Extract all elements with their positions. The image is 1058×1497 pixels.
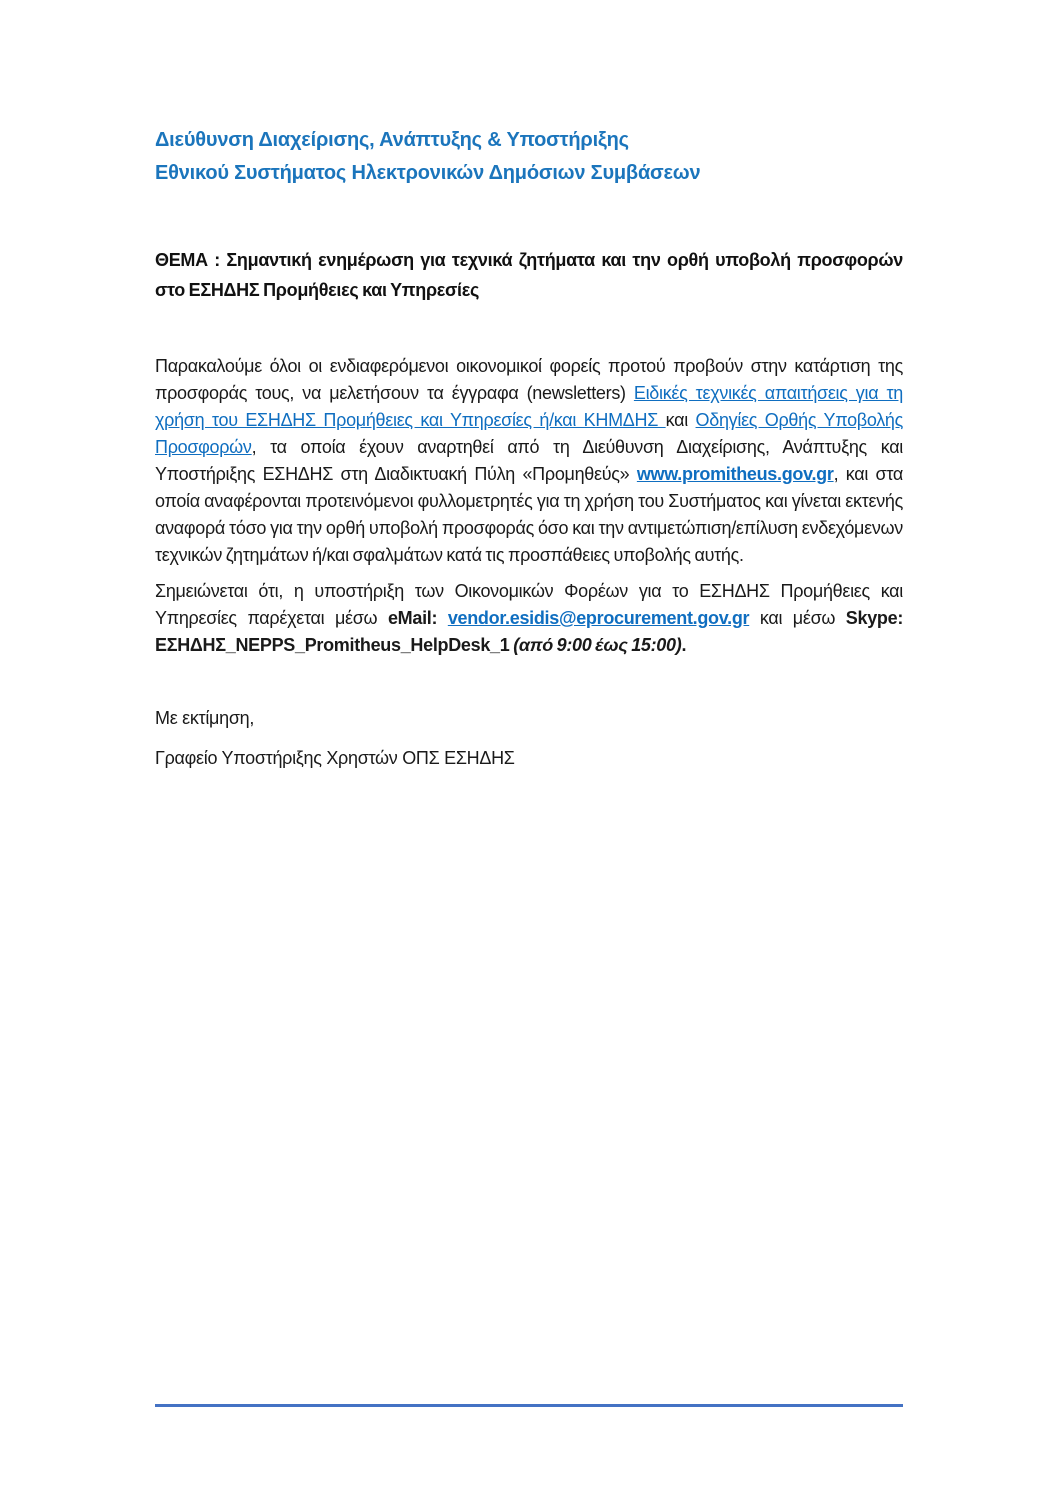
letterhead-line1: Διεύθυνση Διαχείρισης, Ανάπτυξης & Υποστήριξης [155, 129, 629, 151]
letterhead [155, 124, 903, 190]
closing-signature: Γραφείο Υποστήριξης Χρηστών ΟΠΣ ΕΣΗΔΗΣ [155, 748, 515, 768]
paragraph-1 [155, 353, 903, 569]
para1-text-2: και [665, 410, 696, 430]
para2-hours: (από 9:00 έως 15:00) [513, 635, 682, 655]
paragraph-2 [155, 578, 903, 659]
footer-divider-line [155, 1404, 903, 1407]
para2-text-2: και μέσω [749, 608, 846, 628]
para2-text-1: Σημειώνεται ότι, η υποστήριξη των Οικονομικών Φορέων για το ΕΣΗΔΗΣ Προμήθειες και Υπηρεσίες παρέχεται μέσω [155, 581, 903, 628]
para2-period: . [681, 635, 687, 655]
para1-text-4: , και στα οποία αναφέρονται προτεινόμενοι φυλλομετρητές για τη χρήση του Συστήματος και γίνεται εκτενής αναφορά τόσο για την ορθή υποβολή προσφοράς όσο και την αντιμετώπιση/επίλυση ενδεχόμενων τεχνικών ζητημάτων ή/και σφαλμάτων κατά τις προσπάθειες υποβολής αυτής. [155, 464, 903, 565]
closing-salutation: Με εκτίμηση, [155, 708, 255, 728]
link-technical-requirements[interactable]: Ειδικές τεχνικές απαιτήσεις για τη χρήση του ΕΣΗΔΗΣ Προμήθειες και Υπηρεσίες ή/και ΚΗΜΔΗΣ [155, 383, 903, 430]
document-content [155, 124, 903, 772]
para1-text-1: Παρακαλούμε όλοι οι ενδιαφερόμενοι οικονομικοί φορείς προτού προβούν στην κατάρτιση της προσφοράς τους, να μελετήσουν τα έγγραφα (newsletters) [155, 356, 903, 403]
link-correct-submission-guidelines[interactable]: Οδηγίες Ορθής Υποβολής Προσφορών [155, 410, 903, 457]
subject-line: ΘΕΜΑ : Σημαντική ενημέρωση για τεχνικά ζητήματα και την ορθή υποβολή προσφορών στο ΕΣΗΔΗΣ Προμήθειες και Υπηρεσίες [155, 250, 903, 300]
link-promitheus-website[interactable]: www.promitheus.gov.gr [636, 464, 834, 484]
para1-text-3: , τα οποία έχουν αναρτηθεί από τη Διεύθυνση Διαχείρισης, Ανάπτυξης και Υποστήριξης ΕΣΗΔΗΣ στη Διαδικτυακή Πύλη «Προμηθεύς» [155, 437, 903, 484]
para2-email-label: eMail: [387, 608, 448, 628]
para2-skype-label: Skype: ΕΣΗΔΗΣ_NEPPS_Promitheus_HelpDesk_1 [155, 608, 904, 655]
link-vendor-email[interactable]: vendor.esidis@eprocurement.gov.gr [447, 608, 750, 628]
letterhead-line2: Εθνικού Συστήματος Ηλεκτρονικών Δημόσιων Συμβάσεων [155, 162, 701, 184]
